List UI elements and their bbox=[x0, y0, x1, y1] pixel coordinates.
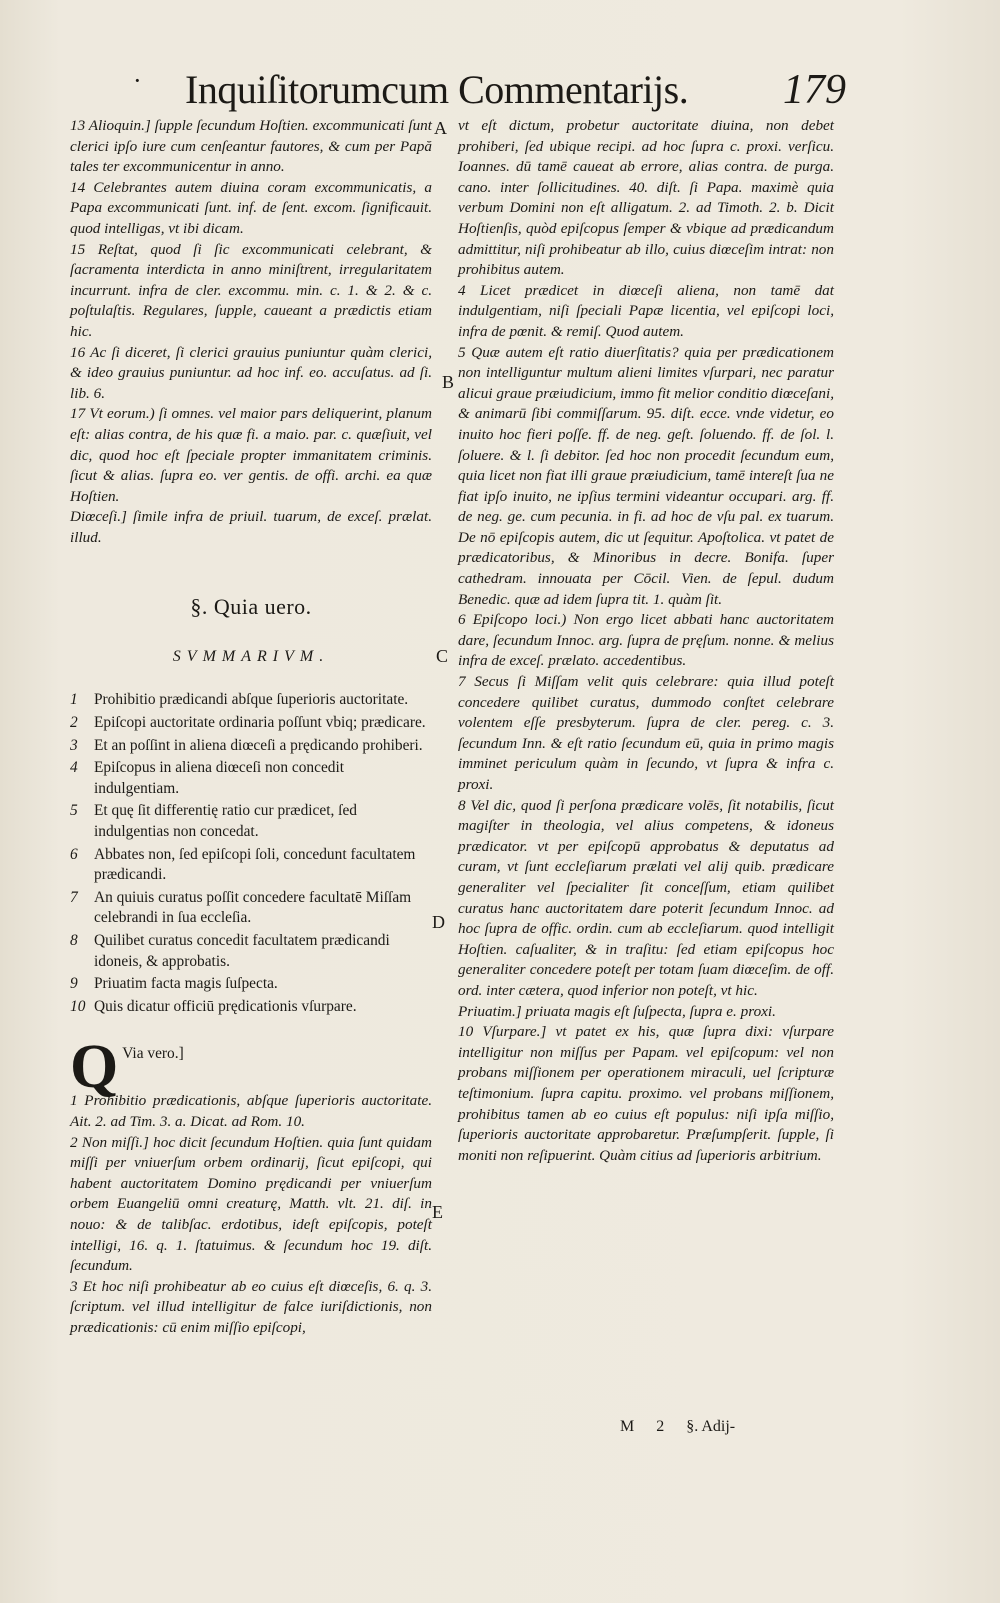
summarium-text: Epiſcopus in aliena diœceſi non concedit indulgentiam. bbox=[94, 759, 345, 797]
right-column bbox=[458, 116, 834, 1166]
summarium-item bbox=[70, 690, 432, 711]
commentary-para: 7 Secus ſi Miſſam velit quis celebrare: quia illud poteſt concedere quilibet curatus, dummodo conſtet celebrare volentem eſſe presbyterum. ſupra de cler. pereg. c. 3. ſecundum Inn. & eſt ratio ſecundum eū, quia in primo magis imminet periculum quàm in ſecundo, vt ſupra & infra c. proxi. bbox=[458, 673, 834, 793]
commentary-para: 3 Et hoc niſi prohibeatur ab eo cuius eſt diœceſis, 6. q. 3. ſcriptum. vel illud intelligitur de falce iuriſdictionis, non prædicationis: cū enim miſſio epiſcopi, bbox=[70, 1277, 432, 1336]
commentary-para: 10 Vſurpare.] vt patet ex his, quæ ſupra dixi: vſurpare intelligitur non miſſus per Papam. vel epiſcopum: vel non probans miſſionem per operationem miraculi, uel ſcripturæ teſtimonium. ſupra capitu. proximo. vel probans miſſionem, prohibitus tamen ab eo cuius eſt populus: niſi ipſa miſſio, ſuperioris auctoritate approbaretur. Præſumpſerit. ſupple, ſi moniti non reſipuerint. Quàm citius ad ſuperioris arbitrium. bbox=[458, 1023, 834, 1164]
commentary-para: 13 Alioquin.] ſupple ſecundum Hoſtien. excommunicati ſunt clerici ipſo iure cum cenſeantur fautores, & cum per Papă tales ter excommunicentur in anno. bbox=[70, 117, 432, 176]
page-header bbox=[0, 62, 1000, 122]
summarium-text: An quiuis curatus poſſit concedere facultatē Miſſam celebrandi in ſua eccleſia. bbox=[94, 888, 412, 927]
page-footer bbox=[620, 1418, 753, 1436]
commentary-para: 14 Celebrantes autem diuina coram excommunicatis, a Papa excommunicati ſunt. inf. de ſent. excom. ſignificauit. quod intelligas, vt ibi dicam. bbox=[70, 178, 432, 237]
commentary-para: 16 Ac ſi diceret, ſi clerici grauius puniuntur quàm clerici, & ideo grauius puniuntur. ad hoc inf. eo. accuſatus. ad ſi. lib. 6. bbox=[70, 343, 432, 402]
commentary-para: Diœceſi.] ſimile infra de priuil. tuarum, de exceſ. prælat. illud. bbox=[70, 508, 432, 546]
summarium-number: 2 bbox=[70, 714, 78, 732]
signature-number: 2 bbox=[656, 1418, 665, 1435]
margin-letter: B bbox=[442, 372, 455, 392]
commentary-para: 4 Licet prædicet in diœceſi aliena, non tamē dat indulgentiam, niſi ſpeciali Papæ licentia, vel epiſcopi loci, infra de pœnit. & remiſ. Quod autem. bbox=[458, 281, 834, 340]
commentary-para: Priuatim.] priuata magis eſt ſuſpecta, ſupra e. proxi. bbox=[458, 1002, 776, 1020]
catchword: §. Adij- bbox=[686, 1418, 736, 1435]
section-title: §. Quia uero. bbox=[190, 594, 312, 620]
margin-letter: E bbox=[432, 1202, 443, 1222]
commentary-para: 15 Reſtat, quod ſi ſic excommunicati celebrant, & ſacramenta interdicta in anno miniſtrent, irregularitatem incurrunt. infra de cler. excommu. min. c. 1. & 2. & c. poſtulaſtis. Regulares, ſupple, caueant a prædictis etiam hic. bbox=[70, 240, 432, 340]
summarium-item bbox=[70, 974, 432, 995]
summarium-number: 7 bbox=[70, 888, 78, 906]
summarium-number: 10 bbox=[70, 997, 86, 1015]
margin-letter: D bbox=[432, 912, 445, 932]
summarium-number: 3 bbox=[70, 736, 78, 754]
summarium-heading: SVMMARIVM. bbox=[172, 648, 330, 666]
running-title: Inquiſitorumcum Commentarijs. bbox=[185, 67, 689, 112]
commentary-para: 17 Vt eorum.) ſi omnes. vel maior pars deliquerint, planum eſt: alias contra, de his quæ fi. a maio. par. c. quæſiuit, vel dic, quod hoc eſt ſpeciale propter immanitatem criminis. ſicut & alias. ſupra eo. ver gentis. de offi. archi. ea quæ Hoſtien. bbox=[70, 405, 432, 505]
dropcap-initial: Q bbox=[70, 1033, 119, 1102]
summarium-item bbox=[70, 736, 432, 757]
summarium-number: 4 bbox=[70, 759, 78, 777]
summarium-text: Prohibitio prædicandi abſque ſuperioris auctoritate. bbox=[94, 691, 409, 709]
summarium-item bbox=[70, 801, 432, 842]
dropcap-line bbox=[70, 1033, 432, 1102]
summarium-number: 9 bbox=[70, 975, 78, 993]
summarium-item bbox=[70, 713, 432, 734]
summarium-text: Et quę ſit differentię ratio cur prædicet, ſed indulgentias non concedat. bbox=[94, 802, 357, 841]
summarium-number: 8 bbox=[70, 932, 78, 949]
left-column bbox=[70, 116, 432, 1339]
commentary-para: vt eſt dictum, probetur auctoritate diuina, non debet prohiberi, ſed ubique recipi. ad hoc ſupra c. proxi. verſicu. Ioannes. dū tamē caueat ab errore, alias contra. de purga. cano. inter ſollicitudines. 40. diſt. ſi Papa. maximè quia verbum Domini non eſt alligatum. 2. ad Timoth. 2. b. Dicit Hoſtienſis, quòd epiſcopus ſemper & vbique ad prædicandum admittitur, niſi prohibeatur ab illo, cuius diœceſim intrat: non prohibitus autem. bbox=[458, 117, 834, 279]
summarium-number: 1 bbox=[70, 691, 78, 709]
summarium-number: 6 bbox=[70, 845, 78, 863]
summarium-item bbox=[70, 997, 432, 1018]
commentary-para: 8 Vel dic, quod ſi perſona prædicare volēs, ſit notabilis, ſicut magiſter in theologia, vel alius competens, & idoneus prædicator. vt per epiſcopū approbatus & deputatus ad curam, vt ſunt eccleſiarum prælati vel alij quib. prædicare generaliter vel ſpecialiter ſit conceſſum, etiam quilibet curatus hanc auctoritatem dare poterit ſecundum Innoc. ad hoc ſupra de offic. ordin. cum ab eccleſiarum. quod intelligit Hoſtien. caſualiter, & in traſitu: ſed etiam epiſcopus hoc generaliter concedere poteſt per totam ſuam diœceſim. de off. ord. inter cætera, quod inferior non poteſt, vt hic. bbox=[458, 796, 834, 999]
summarium-item bbox=[70, 931, 432, 972]
header-dot: · bbox=[133, 66, 142, 95]
summarium-text: Abbates non, ſed epiſcopi ſoli, concedunt facultatem prædicandi. bbox=[94, 845, 416, 884]
signature-mark: M bbox=[620, 1418, 635, 1435]
commentary-para: 6 Epiſcopo loci.) Non ergo licet abbati hanc auctoritatem dare, ſecundum Innoc. arg. ſupra de pręſum. nonne. & melius infra de exceſ. prælato. accedentibus. bbox=[458, 611, 834, 670]
commentary-para: 5 Quæ autem eſt ratio diuerſitatis? quia per prædicationem non intelliguntur multum alieni limites vſurpari, nec paratur alicui graue præiudicium, immo fit melior conditio diœceſani, & animarū ſibi commiſſarum. 95. diſt. ecce. vnde videtur, eo inuito hoc fieri poſſe. ff. de neg. geſt. ſoluendo. ff. de ſol. l. ſoluere. & l. ſi debitor. ſed hoc non procedit ſecundum eum, quia licet non fiat illi graue præiudicium, tamē intereſt ſua ne fiat ipſo inuito, ne ipſius termini videantur occupari. arg. ff. de neg. ge. cum pecunia. in fi. ad hoc de vſu pal. ex tuarum. De nō epiſcopis autem, dic ut ſequitur. Apoſtolica. vt patet de prædicatoribus, & Minoribus in decre. Bonifa. ſuper cathedram. innouata per Cōcil. Vien. de ſepul. dudum Benedic. quæ ad idem ſupra tit. 1. quàm ſit. bbox=[458, 343, 834, 608]
margin-letter: C bbox=[436, 646, 449, 666]
lemma-heading: Via vero.] bbox=[122, 1045, 184, 1063]
summarium-item bbox=[70, 845, 432, 886]
summarium-item bbox=[70, 758, 432, 799]
summarium-text: Epiſcopi auctoritate ordinaria poſſunt vbiq; prædicare. bbox=[94, 714, 426, 732]
summarium-number: 5 bbox=[70, 802, 78, 820]
main-text bbox=[70, 1033, 432, 1338]
summarium-list bbox=[70, 690, 432, 1017]
summarium-item bbox=[70, 888, 432, 929]
summarium-text: Quilibet curatus concedit facultatem prædicandi idoneis, & approbatis. bbox=[94, 932, 390, 970]
summarium-text: Et an poſſint in aliena diœceſi a prędicando prohiberi. bbox=[94, 736, 423, 754]
margin-letter: A bbox=[434, 118, 447, 138]
summarium-text: Quis dicatur officiū prędicationis vſurpare. bbox=[94, 997, 357, 1015]
commentary-para: 1 Prohibitio prædicationis, abſque ſuperioris auctoritate. Ait. 2. ad Tim. 3. a. Dicat. ad Rom. 10. bbox=[70, 1092, 432, 1130]
page-number: 179 bbox=[783, 67, 846, 113]
summarium-text: Priuatim facta magis ſuſpecta. bbox=[94, 975, 278, 993]
commentary-para: 2 Non miſſi.] hoc dicit ſecundum Hoſtien. quia ſunt quidam miſſi per vniuerſum orbem ordinarij, ſicut epiſcopi, qui habent auctoritatem Domino prędicandi per vniuerſum orbem Euangeliū omni creaturę, Matth. vlt. 21. diſ. in nouo: & de talibſac. erdotibus, ideſt epiſcopis, poteſt intelligi, 16. q. 1. ſtatuimus. & ſecundum hoc 19. diſt. ſecundum. bbox=[70, 1133, 432, 1275]
